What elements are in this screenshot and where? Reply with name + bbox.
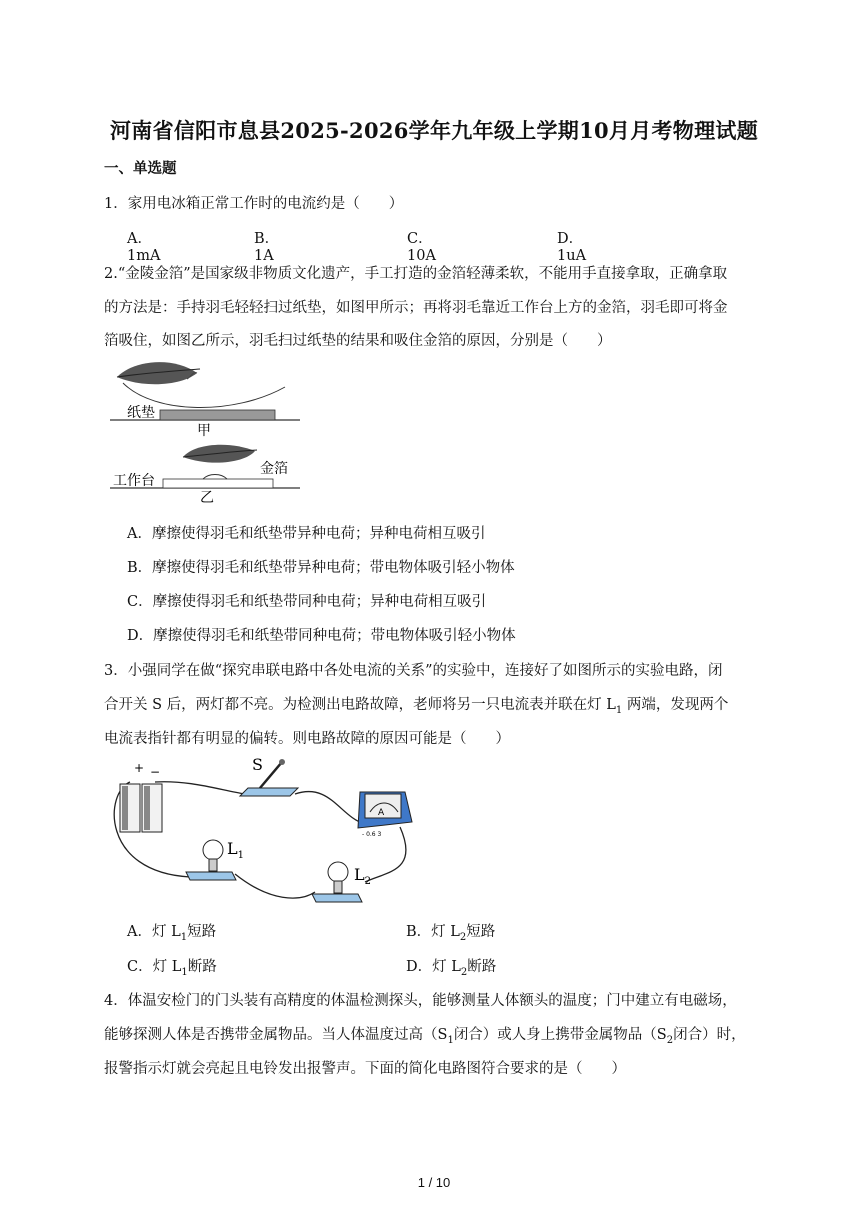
q4-stem-line: 4．体温安检门的门头装有高精度的体温检测探头，能够测量人体额头的温度；门中建立有电磁场， <box>104 993 737 1009</box>
page-number: 1 / 10 <box>417 1175 451 1190</box>
ammeter-terminals: - 0.6 3 <box>362 831 382 838</box>
paper-pad-label: 纸垫 <box>127 405 155 421</box>
battery-plus-label: + <box>134 761 145 775</box>
q3-stem-line: 合开关 S 后，两灯都不亮。为检测出电路故障，老师将另一只电流表并联在灯 $L_1$ 两端，发现两个 <box>104 697 729 716</box>
ammeter-label: A <box>378 808 385 818</box>
q1-stem: 1．家用电冰箱正常工作时的电流约是（ ） <box>104 196 404 212</box>
q2-option-b: B．摩擦使得羽毛和纸垫带异种电荷；带电物体吸引轻小物体 <box>127 560 515 576</box>
lamp-l2-icon <box>312 862 371 902</box>
section-heading: 一、单选题 <box>104 160 177 177</box>
lamp-l1-label: $L_1$ <box>227 839 244 861</box>
feather-icon <box>117 362 200 384</box>
feather-figure <box>105 355 305 503</box>
q1-option-c: C．10A <box>407 231 436 264</box>
q2-option-c: C．摩擦使得羽毛和纸垫带同种电荷；异种电荷相互吸引 <box>127 594 487 610</box>
battery-minus-label: − <box>150 765 161 779</box>
q2-stem-line: 2.“金陵金箔”是国家级非物质文化遗产，手工打造的金箔轻薄柔软，不能用手直接拿取，正确拿取 <box>104 266 728 282</box>
feather-icon <box>183 445 257 463</box>
fig-a-label: 甲 <box>197 423 211 439</box>
battery-icon <box>120 761 162 832</box>
switch-icon <box>240 755 298 796</box>
q2-option-a: A．摩擦使得羽毛和纸垫带异种电荷；异种电荷相互吸引 <box>127 526 486 542</box>
q3-stem-line: 3．小强同学在做“探究串联电路中各处电流的关系”的实验中，连接好了如图所示的实验电路，闭 <box>104 663 723 679</box>
switch-label: S <box>252 755 263 774</box>
q3-option-c: C．灯 $L_1$断路 <box>127 959 217 978</box>
circuit-figure <box>100 752 420 912</box>
q3-option-b: B．灯 $L_2$短路 <box>406 924 496 943</box>
q4-stem-line: 报警指示灯就会亮起且电铃发出报警声。下面的简化电路图符合要求的是（ ） <box>104 1061 626 1077</box>
workbench-label: 工作台 <box>113 473 155 489</box>
q3-option-a: A．灯 $L_1$短路 <box>127 924 217 943</box>
q3-option-d: D．灯 $L_2$断路 <box>406 959 497 978</box>
q1-option-d: D．1uA <box>557 231 587 264</box>
page-title: 河南省信阳市息县2025-2026学年九年级上学期10月月考物理试题 <box>109 118 759 143</box>
q2-stem-line: 箔吸住，如图乙所示，羽毛扫过纸垫的结果和吸住金箔的原因，分别是（ ） <box>104 333 612 349</box>
q2-option-d: D．摩擦使得羽毛和纸垫带同种电荷；带电物体吸引轻小物体 <box>127 628 516 644</box>
fig-b-label: 乙 <box>200 490 214 503</box>
lamp-l2-label: $L_2$ <box>354 865 371 887</box>
q1-option-b: B．1A <box>254 231 280 264</box>
q4-stem-line: 能够探测人体是否携带金属物品。当人体温度过高（$S_1$闭合）或人身上携带金属物品（$S_2$闭合）时， <box>104 1027 746 1046</box>
q2-stem-line: 的方法是：手持羽毛轻轻扫过纸垫，如图甲所示；再将羽毛靠近工作台上方的金箔，羽毛即可将金 <box>104 300 728 316</box>
ammeter-icon <box>358 792 412 838</box>
q3-stem-line: 电流表指针都有明显的偏转。则电路故障的原因可能是（ ） <box>104 731 510 747</box>
q1-option-a: A．1mA <box>127 231 161 264</box>
gold-foil-label: 金箔 <box>260 461 288 477</box>
